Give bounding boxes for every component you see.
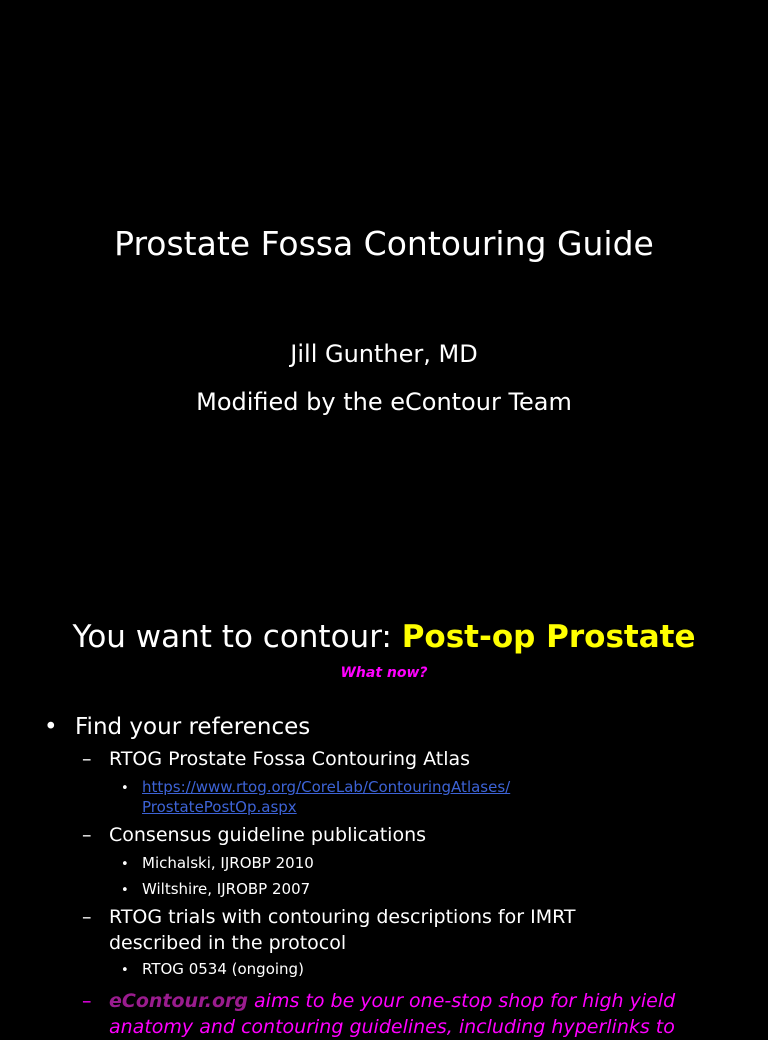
econtour-site-name: eContour.org <box>109 990 248 1012</box>
heading-prefix: You want to contour: <box>72 619 402 655</box>
sub-bullet-rtog-trials-continued: described in the protocol <box>109 932 347 954</box>
bullet-find-references <box>44 712 310 742</box>
bullet-icon: • <box>44 714 58 740</box>
slide-heading <box>0 616 768 658</box>
slide-title: Prostate Fossa Contouring Guide <box>114 224 654 263</box>
sub-bullet-consensus <box>82 822 426 848</box>
bullet-text: Find your references <box>75 714 311 740</box>
rtog-atlas-link-continued <box>142 796 297 818</box>
bullet-icon: • <box>121 781 129 796</box>
reference-wiltshire <box>121 878 310 902</box>
sub-bullet-econtour <box>82 988 675 1014</box>
bullet-icon: • <box>121 963 129 978</box>
sub-bullet-rtog-trials <box>82 904 576 930</box>
author-name: Jill Gunther, MD <box>290 340 478 368</box>
modified-by-line: Modified by the eContour Team <box>196 388 572 416</box>
econtour-text-continued: anatomy and contouring guidelines, including hyperlinks to <box>109 1016 675 1038</box>
reference-text: RTOG 0534 (ongoing) <box>142 960 304 978</box>
slide-subtitle: What now? <box>340 665 428 681</box>
reference-michalski <box>121 852 314 876</box>
sub-bullet-text: Consensus guideline publications <box>109 824 427 846</box>
dash-icon: – <box>82 748 92 770</box>
heading-highlight: Post-op Prostate <box>401 619 696 655</box>
content-slide <box>0 576 768 1038</box>
econtour-text: aims to be your one-stop shop for high yield <box>247 990 676 1012</box>
dash-icon: – <box>82 824 92 846</box>
bullet-icon: • <box>121 857 129 872</box>
sub-bullet-rtog-atlas <box>82 746 470 772</box>
bullet-icon: • <box>121 883 129 898</box>
reference-rtog-0534 <box>121 958 304 982</box>
reference-text: Wiltshire, IJROBP 2007 <box>142 880 311 898</box>
rtog-atlas-link[interactable]: https://www.rtog.org/CoreLab/ContouringAtlases/ <box>142 778 511 796</box>
reference-text: Michalski, IJROBP 2010 <box>142 854 314 872</box>
sub-bullet-text: RTOG Prostate Fossa Contouring Atlas <box>109 748 471 770</box>
dash-icon: – <box>82 990 92 1012</box>
dash-icon: – <box>82 906 92 928</box>
rtog-atlas-link-part2[interactable]: ProstatePostOp.aspx <box>142 798 297 816</box>
sub-bullet-text: RTOG trials with contouring descriptions for IMRT <box>109 906 576 928</box>
